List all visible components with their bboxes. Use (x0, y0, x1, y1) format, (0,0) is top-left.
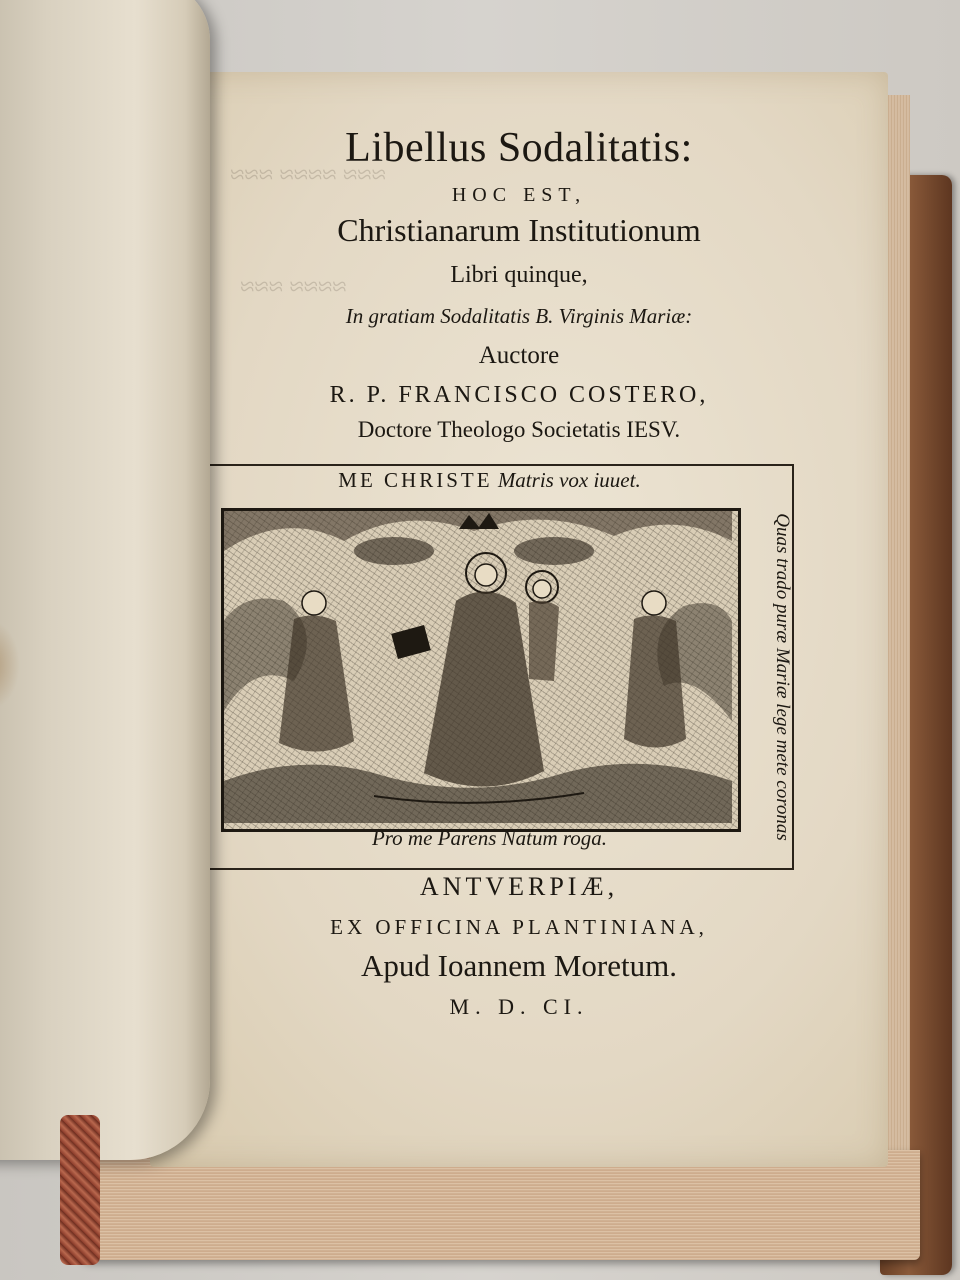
motto-top-caps: ME CHRISTE (338, 468, 493, 492)
book-title: Libellus Sodalitatis: (345, 125, 693, 171)
motto-bottom: Pro me Parens Natum roga. (371, 826, 608, 850)
dedication-line: In gratiam Sodalitatis B. Virginis Mariæ: (345, 304, 693, 328)
show-through-text: ≈≈≈ ≈≈≈≈ ≈≈≈ (230, 160, 386, 189)
madonna-head (475, 564, 497, 586)
kneeling-figure-head (302, 591, 326, 615)
imprint-year: M. D. CI. (449, 994, 589, 1019)
auctore-line: Auctore (478, 342, 560, 369)
author-title: Doctore Theologo Societatis IESV. (357, 417, 681, 442)
motto-top-italic: Matris vox iuuet. (497, 468, 641, 492)
child-head (533, 580, 551, 598)
cloud-shape (224, 511, 732, 551)
child-body (529, 601, 559, 681)
title-page (150, 72, 888, 1167)
kneeling-figure-right (624, 615, 686, 747)
motto-right: Quas trado puræ Mariæ lege mete coronas (772, 513, 793, 841)
kneeling-figure-head (642, 591, 666, 615)
hoc-est-line: HOC EST, (451, 184, 587, 206)
book-shape (391, 625, 431, 659)
imprint-printer: Apud Ioannem Moretum. (361, 948, 677, 983)
imprint-city: ANTVERPIÆ, (419, 872, 619, 901)
woodcut-illustration (221, 508, 741, 832)
headband-cord (60, 1115, 100, 1265)
woodcut-frame (185, 464, 794, 870)
angel-figure (354, 537, 434, 565)
author-name: R. P. FRANCISCO COSTERO, (329, 382, 709, 408)
curled-left-page (0, 0, 210, 1160)
madonna-robe (424, 591, 544, 786)
woodcut-image (224, 511, 732, 823)
angel-figure (514, 537, 594, 565)
subtitle: Christianarum Institutionum (337, 212, 701, 248)
foxing-stain (0, 620, 20, 710)
imprint-officina: EX OFFICINA PLANTINIANA, (330, 915, 708, 939)
motto-top (187, 468, 792, 493)
show-through-text: ≈≈≈≈ ≈≈≈ (240, 272, 347, 301)
libri-line: Libri quinque, (450, 262, 588, 288)
